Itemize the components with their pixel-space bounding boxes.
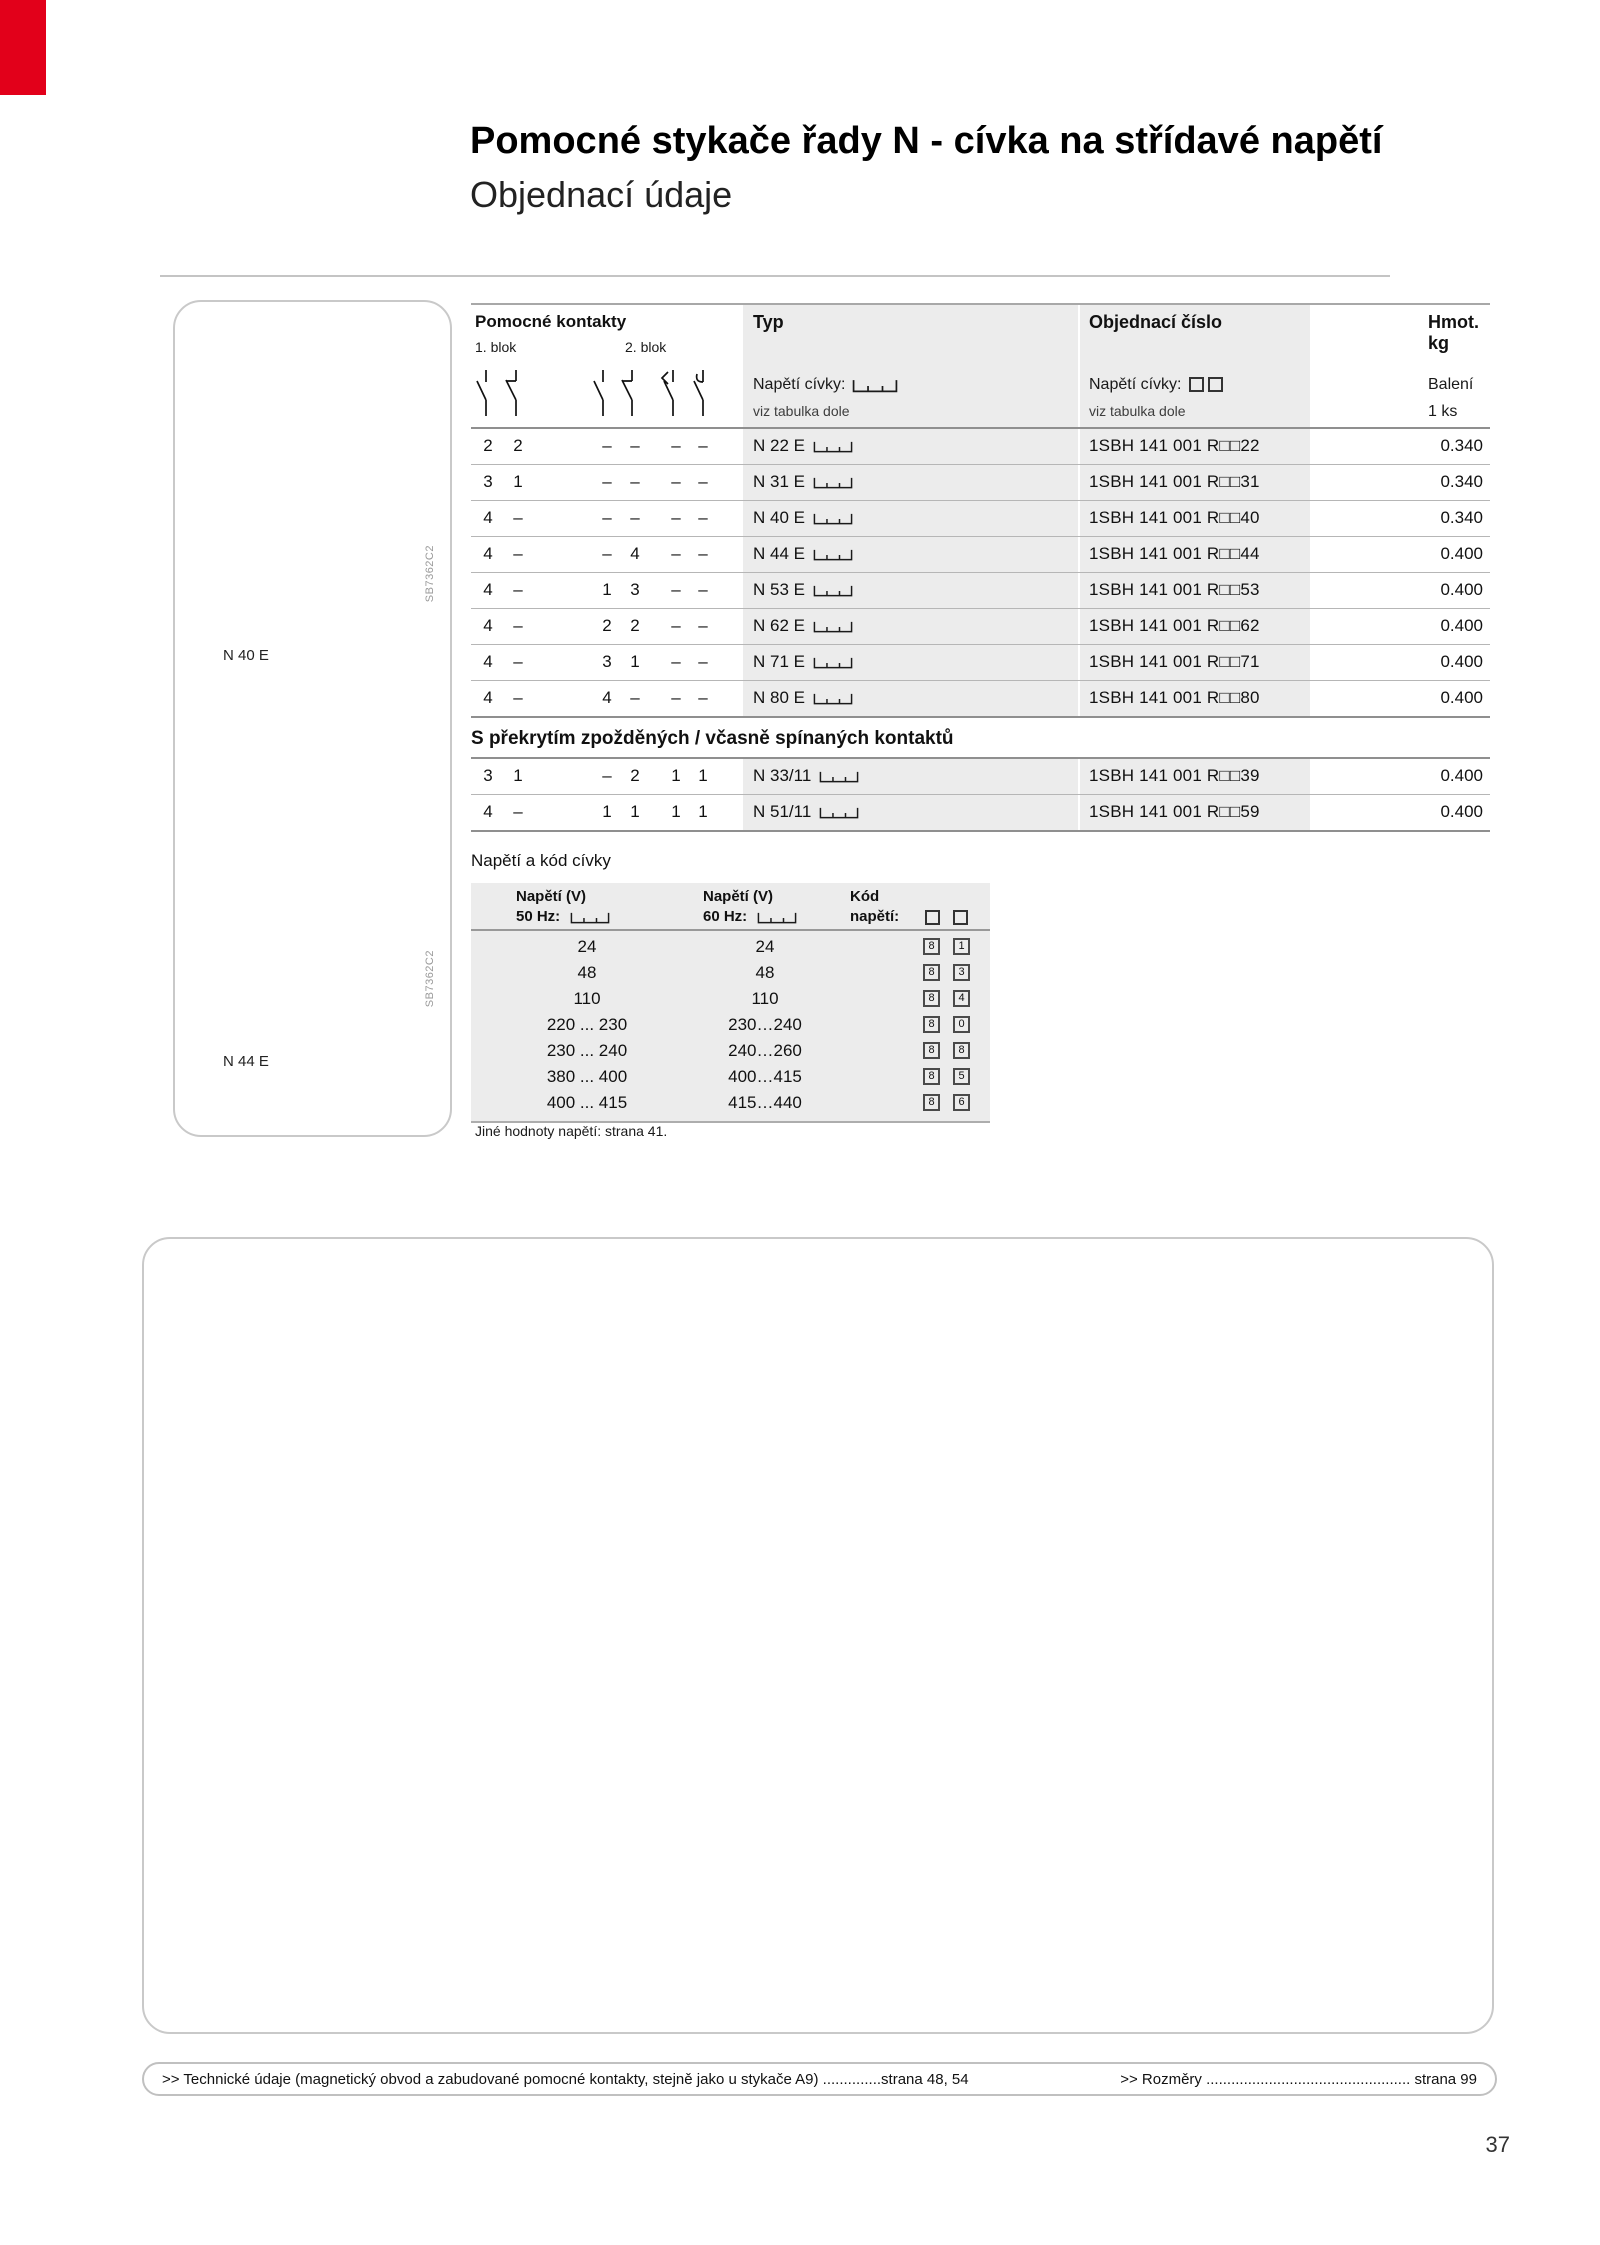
footer-link-dimensions: >> Rozměry ................................................. strana 99 xyxy=(1120,2070,1477,2088)
weight-header: Hmot. xyxy=(1428,312,1479,332)
coil-code-placeholder-icon xyxy=(813,692,853,705)
voltage-code-digit: 8 xyxy=(923,938,940,955)
voltage-code-digit: 3 xyxy=(953,964,970,981)
coil-code-placeholder-icon xyxy=(813,656,853,669)
contact-count: – xyxy=(671,508,681,527)
packing-label: Balení xyxy=(1428,376,1474,393)
nc-contact-symbol-icon xyxy=(618,369,640,417)
contact-count: – xyxy=(671,436,681,455)
coil-code-placeholder-icon xyxy=(813,476,853,489)
table-row xyxy=(471,609,1490,645)
voltage-row xyxy=(471,1012,990,1038)
table-row xyxy=(471,645,1490,681)
contact-count: – xyxy=(671,652,681,671)
order-number: 1SBH 141 001 R□□22 xyxy=(1089,436,1260,455)
contact-count: 1 xyxy=(513,766,523,785)
contact-count: 1 xyxy=(602,580,612,599)
contact-count: 4 xyxy=(483,616,493,635)
contact-count: 2 xyxy=(602,616,612,635)
product-photo-box xyxy=(173,300,452,1137)
contact-count: 1 xyxy=(671,802,681,821)
coil-code-placeholder-icon xyxy=(813,440,853,453)
code-box-icon xyxy=(953,910,968,925)
order-number: 1SBH 141 001 R□□71 xyxy=(1089,652,1260,671)
contact-count: 3 xyxy=(483,766,493,785)
footer-references xyxy=(142,2062,1497,2096)
weight-value: 0.340 xyxy=(1440,472,1483,491)
voltage-code-digit: 1 xyxy=(953,938,970,955)
type-code: N 33/11 xyxy=(753,766,812,785)
contact-count: – xyxy=(671,688,681,707)
product-label-n44e: N 44 E xyxy=(223,1053,269,1070)
contact-count: 1 xyxy=(698,766,708,785)
voltage-code-digit: 8 xyxy=(923,964,940,981)
contact-count: 2 xyxy=(630,766,640,785)
contact-count: 4 xyxy=(483,652,493,671)
voltage-50hz: 380 ... 400 xyxy=(546,1067,628,1086)
weight-value: 0.400 xyxy=(1440,616,1483,635)
type-code: N 40 E xyxy=(753,508,805,527)
contact-count: 4 xyxy=(483,688,493,707)
table-row xyxy=(471,537,1490,573)
page-subtitle: Objednací údaje xyxy=(470,174,733,215)
voltage-60hz: 48 xyxy=(755,963,775,982)
table-row xyxy=(471,429,1490,465)
weight-value: 0.400 xyxy=(1440,580,1483,599)
type-code: N 62 E xyxy=(753,616,805,635)
contact-count: – xyxy=(602,544,612,563)
coil-code-placeholder-icon xyxy=(813,512,853,525)
contact-count: 1 xyxy=(671,766,681,785)
type-code: N 80 E xyxy=(753,688,805,707)
voltage-60hz: 110 xyxy=(751,989,779,1008)
ordering-table-header xyxy=(471,305,1490,429)
order-number: 1SBH 141 001 R□□44 xyxy=(1089,544,1260,563)
contact-count: – xyxy=(630,508,640,527)
nc-contact-symbol-icon xyxy=(502,369,524,417)
nc-delayed-contact-symbol-icon xyxy=(689,369,711,417)
contact-count: – xyxy=(698,616,708,635)
order-number: 1SBH 141 001 R□□59 xyxy=(1089,802,1260,821)
voltage-60hz: 24 xyxy=(755,937,775,956)
weight-value: 0.400 xyxy=(1440,802,1483,821)
block2-label: 2. blok xyxy=(625,339,667,355)
voltage-50hz: 400 ... 415 xyxy=(546,1093,628,1112)
contact-count: – xyxy=(513,688,523,707)
page-corner-red-mark xyxy=(0,0,46,95)
header-rule xyxy=(160,275,1390,277)
voltage-table-body xyxy=(471,931,990,1121)
photo-reference-code: SB7362C2 xyxy=(424,950,436,1008)
contact-count: 3 xyxy=(483,472,493,491)
voltage-table-title: Napětí a kód cívky xyxy=(471,851,611,870)
order-number-header: Objednací číslo xyxy=(1089,312,1223,332)
contact-count: – xyxy=(513,802,523,821)
coil-code-placeholder-icon xyxy=(813,548,853,561)
order-number: 1SBH 141 001 R□□80 xyxy=(1089,688,1260,707)
packing-qty: 1 ks xyxy=(1428,403,1458,420)
contact-count: – xyxy=(513,616,523,635)
page-number: 37 xyxy=(1485,2132,1510,2157)
contact-count: 4 xyxy=(483,580,493,599)
contact-count: 2 xyxy=(483,436,493,455)
table-row xyxy=(471,501,1490,537)
voltage-50hz: 24 xyxy=(577,937,597,956)
coil-code-placeholder-icon xyxy=(852,378,898,393)
contact-count: – xyxy=(671,580,681,599)
contact-count: 1 xyxy=(630,652,640,671)
voltage-code-digit: 8 xyxy=(923,1016,940,1033)
contact-count: 3 xyxy=(602,652,612,671)
voltage-code-digit: 0 xyxy=(953,1016,970,1033)
contact-count: – xyxy=(602,472,612,491)
type-code: N 71 E xyxy=(753,652,805,671)
coil-voltage-label: Napětí cívky: xyxy=(753,376,846,393)
freq-60hz-label: 60 Hz: xyxy=(703,908,748,925)
coil-voltage-label: Napětí cívky: xyxy=(1089,376,1182,393)
coil-code-placeholder-icon xyxy=(819,770,859,783)
voltage-row xyxy=(471,934,990,960)
code-box-icon xyxy=(1189,377,1204,392)
order-number: 1SBH 141 001 R□□39 xyxy=(1089,766,1260,785)
voltage-table-header xyxy=(471,883,990,931)
weight-value: 0.400 xyxy=(1440,688,1483,707)
weight-value: 0.340 xyxy=(1440,436,1483,455)
voltage-code-digit: 8 xyxy=(923,1094,940,1111)
weight-value: 0.400 xyxy=(1440,652,1483,671)
code-header-line2: napětí: xyxy=(850,908,900,925)
contact-count: – xyxy=(698,544,708,563)
weight-value: 0.400 xyxy=(1440,766,1483,785)
contact-count: 2 xyxy=(630,616,640,635)
no-contact-symbol-icon xyxy=(591,369,613,417)
contact-count: 1 xyxy=(630,802,640,821)
contact-count: – xyxy=(698,688,708,707)
contact-count: 4 xyxy=(483,544,493,563)
voltage-60hz: 415…440 xyxy=(728,1093,802,1112)
weight-unit: kg xyxy=(1428,333,1450,353)
voltage-60hz: 240…260 xyxy=(728,1041,802,1060)
voltage-row xyxy=(471,986,990,1012)
code-header: Kód xyxy=(850,888,880,905)
contact-count: – xyxy=(602,508,612,527)
code-box-icon xyxy=(925,910,940,925)
weight-value: 0.400 xyxy=(1440,544,1483,563)
contact-count: – xyxy=(513,508,523,527)
coil-code-placeholder-icon xyxy=(755,911,799,924)
voltage-code-digit: 8 xyxy=(923,1042,940,1059)
voltage-code-table xyxy=(471,883,990,1123)
voltage-50hz: 48 xyxy=(577,963,597,982)
code-box-icon xyxy=(1208,377,1223,392)
coil-code-placeholder-icon xyxy=(813,620,853,633)
type-code: N 44 E xyxy=(753,544,805,563)
table-row xyxy=(471,465,1490,501)
contact-count: – xyxy=(630,688,640,707)
contact-count: – xyxy=(698,580,708,599)
product-label-n40e: N 40 E xyxy=(223,647,269,664)
order-number: 1SBH 141 001 R□□40 xyxy=(1089,508,1260,527)
contact-count: – xyxy=(671,544,681,563)
voltage-50hz-header: Napětí (V) xyxy=(516,888,587,905)
order-number: 1SBH 141 001 R□□53 xyxy=(1089,580,1260,599)
voltage-50hz: 110 xyxy=(573,989,601,1008)
contact-count: – xyxy=(602,766,612,785)
contact-count: 4 xyxy=(602,688,612,707)
voltage-row xyxy=(471,1090,990,1116)
contact-count: 4 xyxy=(483,508,493,527)
contact-count: – xyxy=(630,436,640,455)
voltage-60hz-header: Napětí (V) xyxy=(703,888,774,905)
voltage-row xyxy=(471,960,990,986)
block1-label: 1. blok xyxy=(475,339,517,355)
order-number: 1SBH 141 001 R□□62 xyxy=(1089,616,1260,635)
coil-code-placeholder-icon xyxy=(813,584,853,597)
contact-count: 2 xyxy=(513,436,523,455)
contact-count: 1 xyxy=(513,472,523,491)
contact-count: 1 xyxy=(602,802,612,821)
no-contact-symbol-icon xyxy=(474,369,496,417)
table-row xyxy=(471,795,1490,832)
voltage-note: Jiné hodnoty napětí: strana 41. xyxy=(475,1123,668,1139)
table-row xyxy=(471,759,1490,795)
type-code: N 53 E xyxy=(753,580,805,599)
coil-code-placeholder-icon xyxy=(819,806,859,819)
voltage-code-digit: 8 xyxy=(953,1042,970,1059)
no-delayed-contact-symbol-icon xyxy=(660,369,682,417)
voltage-60hz: 230…240 xyxy=(728,1015,802,1034)
voltage-code-digit: 8 xyxy=(923,990,940,1007)
voltage-60hz: 400…415 xyxy=(728,1067,802,1086)
contact-count: – xyxy=(698,508,708,527)
order-number: 1SBH 141 001 R□□31 xyxy=(1089,472,1260,491)
voltage-50hz: 230 ... 240 xyxy=(546,1041,628,1060)
empty-content-box xyxy=(142,1237,1494,2034)
voltage-row xyxy=(471,1064,990,1090)
voltage-50hz: 220 ... 230 xyxy=(546,1015,628,1034)
page-title: Pomocné stykače řady N - cívka na střídavé napětí xyxy=(470,120,1383,162)
weight-value: 0.340 xyxy=(1440,508,1483,527)
typ-header: Typ xyxy=(753,312,784,332)
contact-count: – xyxy=(630,472,640,491)
contact-count: – xyxy=(698,652,708,671)
contact-count: 1 xyxy=(698,802,708,821)
footer-link-technical-data: >> Technické údaje (magnetický obvod a zabudované pomocné kontakty, stejně jako u stykače A9) ..............strana 48, 54 xyxy=(162,2070,969,2088)
ordering-table xyxy=(471,303,1490,718)
contact-count: – xyxy=(513,652,523,671)
contact-count: 4 xyxy=(630,544,640,563)
voltage-code-digit: 8 xyxy=(923,1068,940,1085)
freq-50hz-label: 50 Hz: xyxy=(516,908,561,925)
contact-count: – xyxy=(513,580,523,599)
type-code: N 31 E xyxy=(753,472,805,491)
contact-count: 4 xyxy=(483,802,493,821)
contact-count: – xyxy=(513,544,523,563)
overlap-table xyxy=(471,757,1490,832)
type-code: N 22 E xyxy=(753,436,805,455)
see-table-note: viz tabulka dole xyxy=(1089,403,1186,419)
contact-count: 3 xyxy=(630,580,640,599)
overlap-section-title: S překrytím zpožděných / včasně spínaných kontaktů xyxy=(471,728,954,749)
contact-count: – xyxy=(671,616,681,635)
table-row xyxy=(471,573,1490,609)
voltage-code-digit: 6 xyxy=(953,1094,970,1111)
voltage-row xyxy=(471,1038,990,1064)
type-code: N 51/11 xyxy=(753,802,812,821)
coil-code-placeholder-icon xyxy=(568,911,612,924)
see-table-note: viz tabulka dole xyxy=(753,403,850,419)
voltage-code-digit: 4 xyxy=(953,990,970,1007)
contacts-header: Pomocné kontakty xyxy=(475,312,627,331)
voltage-code-digit: 5 xyxy=(953,1068,970,1085)
table-row xyxy=(471,681,1490,718)
contact-count: – xyxy=(671,472,681,491)
photo-reference-code: SB7362C2 xyxy=(424,545,436,603)
contact-count: – xyxy=(602,436,612,455)
contact-count: – xyxy=(698,436,708,455)
contact-count: – xyxy=(698,472,708,491)
